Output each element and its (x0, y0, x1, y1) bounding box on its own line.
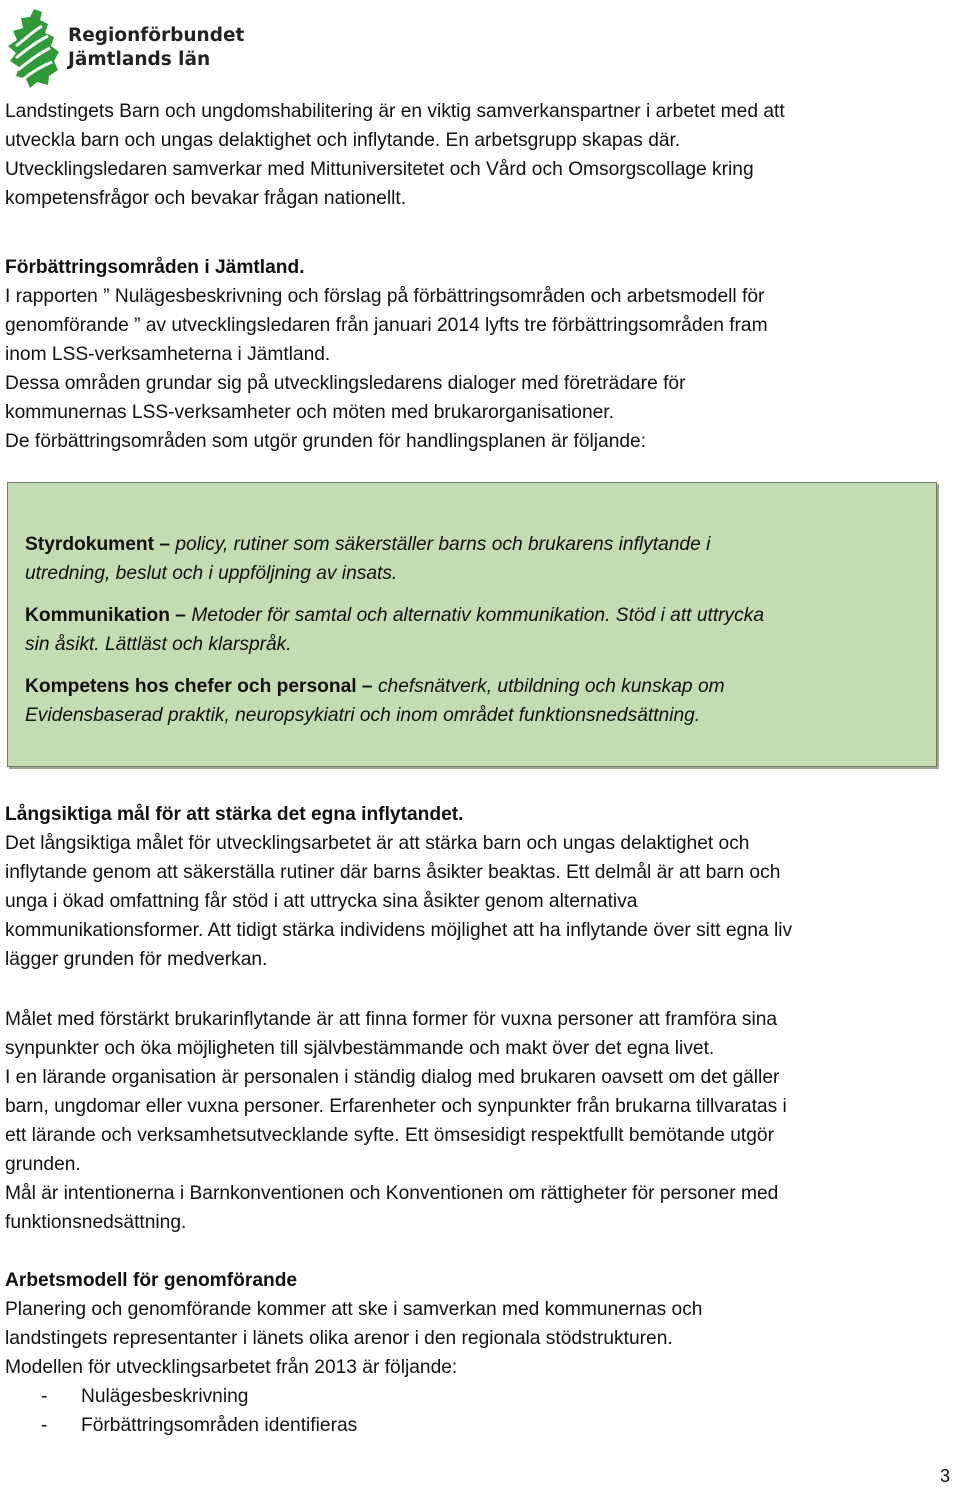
section-heading: Förbättringsområden i Jämtland. (5, 257, 305, 278)
text-line: lägger grunden för medverkan. (5, 949, 268, 970)
text-line: Det långsiktiga målet för utvecklingsarbetet är att stärka barn och ungas delaktighet och (5, 833, 750, 854)
text-line: Målet med förstärkt brukarinflytande är att finna former för vuxna personer att framföra sina (5, 1009, 778, 1030)
text-line: Modellen för utvecklingsarbetet från 2013 är följande: (5, 1357, 458, 1378)
text-line: Dessa områden grundar sig på utvecklingsledarens dialoger med företrädare för (5, 373, 686, 394)
improvement-areas-box (7, 482, 937, 767)
box-item-text: chefsnätverk, utbildning och kunskap om (377, 676, 725, 697)
section-longterm-goals (5, 800, 957, 974)
box-item-text: utredning, beslut och i uppföljning av insats. (25, 563, 398, 584)
organisation-logo (4, 6, 244, 90)
list-dash: - (41, 1386, 48, 1407)
box-item-text: Metoder för samtal och alternativ kommunikation. Stöd i att uttrycka (191, 605, 765, 626)
text-line: Landstingets Barn och ungdomshabilitering är en viktig samverkanspartner i arbetet med att (5, 101, 785, 122)
text-line: ett lärande och verksamhetsutvecklande syfte. Ett ömsesidigt respektfullt bemötande utgör (5, 1125, 774, 1146)
text-line: I en lärande organisation är personalen i ständig dialog med brukaren oavsett om det gäller (5, 1067, 780, 1088)
text-line: Mål är intentionerna i Barnkonventionen och Konventionen om rättigheter för personer med (5, 1183, 779, 1204)
logo-line-2: Jämtlands län (68, 49, 211, 70)
list-item-text: Förbättringsområden identifieras (81, 1415, 358, 1436)
text-line: utveckla barn och ungas delaktighet och inflytande. En arbetsgrupp skapas där. (5, 130, 681, 151)
text-line: unga i ökad omfattning får stöd i att uttrycka sina åsikter genom alternativa (5, 891, 638, 912)
list-dash: - (41, 1415, 48, 1436)
text-line: synpunkter och öka möjligheten till självbestämmande och makt över det egna livet. (5, 1038, 715, 1059)
text-line: kommunernas LSS-verksamheter och möten med brukarorganisationer. (5, 402, 614, 423)
section-user-influence (5, 1005, 957, 1237)
text-line: genomförande ” av utvecklingsledaren från januari 2014 lyfts tre förbättringsområden fram (5, 315, 768, 336)
section-heading: Arbetsmodell för genomförande (5, 1270, 298, 1291)
page-number: 3 (939, 1466, 950, 1486)
work-model-list (5, 1382, 957, 1440)
list-item (5, 1382, 957, 1411)
box-item-term: Styrdokument – (25, 534, 171, 555)
text-line: barn, ungdomar eller vuxna personer. Erfarenheter och synpunkter från brukarna tillvaratas i (5, 1096, 787, 1117)
text-line: grunden. (5, 1154, 81, 1175)
box-item-term: Kompetens hos chefer och personal – (25, 676, 373, 697)
text-line: kommunikationsformer. Att tidigt stärka individens möjlighet att ha inflytande över sitt egna liv (5, 920, 793, 941)
box-item-governing-documents (25, 530, 925, 588)
logo-line-1: Regionförbundet (68, 25, 245, 46)
logo-wordmark (68, 24, 244, 72)
box-item-communication (25, 601, 925, 659)
region-map-icon (4, 6, 62, 90)
box-item-text: Evidensbaserad praktik, neuropsykiatri och inom området funktionsnedsättning. (25, 705, 701, 726)
section-work-model (5, 1266, 957, 1440)
section-improvement-areas (5, 253, 957, 456)
text-line: funktionsnedsättning. (5, 1212, 187, 1233)
text-line: inom LSS-verksamheterna i Jämtland. (5, 344, 331, 365)
list-item (5, 1411, 957, 1440)
text-line: I rapporten ” Nulägesbeskrivning och förslag på förbättringsområden och arbetsmodell för (5, 286, 765, 307)
box-item-text: sin åsikt. Lättläst och klarspråk. (25, 634, 292, 655)
box-item-term: Kommunikation – (25, 605, 186, 626)
text-line: Planering och genomförande kommer att ske i samverkan med kommunernas och (5, 1299, 703, 1320)
text-line: Utvecklingsledaren samverkar med Mittuniversitetet och Vård och Omsorgscollage kring (5, 159, 754, 180)
text-line: landstingets representanter i länets olika arenor i den regionala stödstrukturen. (5, 1328, 673, 1349)
text-line: kompetensfrågor och bevakar frågan nationellt. (5, 188, 407, 209)
text-line: inflytande genom att säkerställa rutiner där barns åsikter beaktas. Ett delmål är att barn och (5, 862, 781, 883)
text-line: De förbättringsområden som utgör grunden för handlingsplanen är följande: (5, 431, 647, 452)
box-item-competence (25, 672, 925, 730)
section-heading: Långsiktiga mål för att stärka det egna inflytandet. (5, 804, 464, 825)
box-item-text: policy, rutiner som säkerställer barns och brukarens inflytande i (175, 534, 711, 555)
intro-paragraph (5, 97, 957, 213)
list-item-text: Nulägesbeskrivning (81, 1386, 249, 1407)
